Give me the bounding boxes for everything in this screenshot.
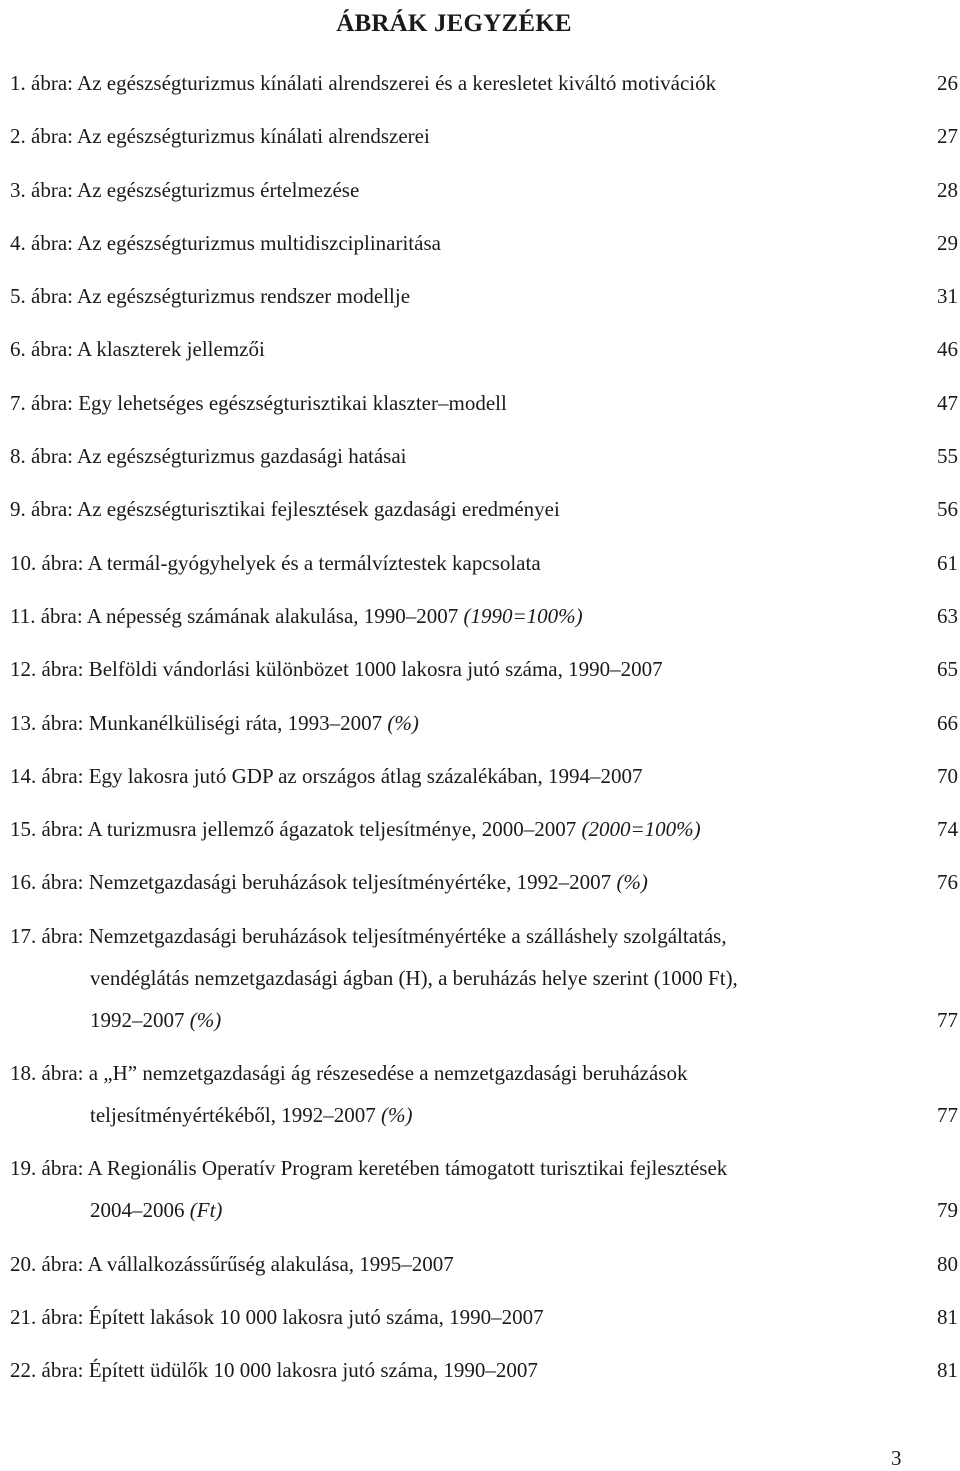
- figure-caption-text: 1. ábra: Az egészségturizmus kínálati alrendszerei és a keresletet kiváltó motivációk: [10, 71, 717, 95]
- figure-entry-line: [10, 1102, 960, 1144]
- figure-entry-line: [10, 763, 960, 805]
- figure-entry-line: [10, 550, 960, 592]
- figure-page-number: 63: [937, 603, 958, 628]
- figure-entry: [10, 923, 960, 1049]
- figure-caption-text: 19. ábra: A Regionális Operatív Program keretében támogatott turisztikai fejlesztések: [10, 1156, 728, 1181]
- figure-caption-text: 5. ábra: Az egészségturizmus rendszer modellje: [10, 284, 411, 309]
- figure-entry-line: [10, 710, 960, 752]
- figure-entry: [10, 283, 960, 336]
- figure-entry: [10, 710, 960, 763]
- figure-entry-line: [10, 1197, 960, 1239]
- figure-caption-text: 20. ábra: A vállalkozássűrűség alakulása, 1995–2007: [10, 1251, 454, 1276]
- figure-entry: [10, 1304, 960, 1357]
- figure-caption-text: 18. ábra: a „H” nemzetgazdasági ág részesedése a nemzetgazdasági beruházások: [10, 1061, 688, 1086]
- figure-entry: [10, 656, 960, 709]
- figure-caption-unit: (%): [381, 1103, 413, 1128]
- figure-caption-text: 4. ábra: Az egészségturizmus multidiszciplinaritása: [10, 230, 441, 255]
- figure-entry: [10, 763, 960, 816]
- figure-list: [10, 70, 960, 1411]
- figure-page-number: 61: [937, 550, 958, 575]
- figure-caption-unit: (1990=100%): [463, 603, 583, 628]
- figure-entry-line: [10, 1155, 960, 1197]
- figure-page-number: 81: [937, 1358, 958, 1383]
- figure-entry-line: [10, 1251, 960, 1293]
- figure-caption-text: 12. ábra: Belföldi vándorlási különbözet 1000 lakosra jutó száma, 1990–2007: [10, 657, 663, 682]
- figure-caption-text: 2004–2006: [90, 1198, 185, 1223]
- figure-entry: [10, 1155, 960, 1239]
- figure-caption-text: 1992–2007: [90, 1007, 185, 1032]
- figure-page-number: 77: [937, 1007, 958, 1032]
- figure-caption-text: teljesítményértékéből, 1992–2007: [90, 1103, 376, 1128]
- figure-entry: [10, 443, 960, 496]
- figure-caption-text: 17. ábra: Nemzetgazdasági beruházások teljesítményértéke a szálláshely szolgáltatás,: [10, 923, 727, 948]
- figure-page-number: 66: [937, 710, 958, 735]
- figure-caption-text: 6. ábra: A klaszterek jellemzői: [10, 337, 265, 362]
- figure-page-number: 31: [937, 284, 958, 309]
- figure-entry: [10, 1357, 960, 1410]
- figure-entry-line: [10, 1357, 960, 1399]
- figure-caption-text: 10. ábra: A termál-gyógyhelyek és a termálvíztestek kapcsolata: [10, 550, 541, 575]
- figure-entry: [10, 70, 960, 123]
- figure-page-number: 26: [937, 71, 958, 95]
- figure-page-number: 70: [937, 763, 958, 788]
- figure-entry-line: [10, 1007, 960, 1049]
- figure-page-number: 76: [937, 870, 958, 895]
- figure-caption-unit: (%): [616, 870, 648, 895]
- figure-caption-text: 9. ábra: Az egészségturisztikai fejlesztések gazdasági eredményei: [10, 497, 560, 522]
- figure-entry-line: [10, 443, 960, 485]
- figure-entry: [10, 390, 960, 443]
- figure-page-number: 80: [937, 1251, 958, 1276]
- figure-entry-line: [10, 283, 960, 325]
- figure-caption-text: 11. ábra: A népesség számának alakulása, 1990–2007: [10, 603, 459, 628]
- figure-page-number: 55: [937, 444, 958, 469]
- figure-entry-line: [10, 1060, 960, 1102]
- figure-entry-line: [10, 123, 960, 165]
- figure-entry: [10, 123, 960, 176]
- figure-entry-line: [10, 1304, 960, 1346]
- figure-caption-unit: (%): [189, 1007, 222, 1032]
- figure-page-number: 29: [937, 230, 958, 255]
- figure-entry: [10, 336, 960, 389]
- figure-entry-line: [10, 656, 960, 698]
- figure-entry-line: [10, 336, 960, 378]
- figure-entry-line: [10, 496, 960, 538]
- figure-entry-line: [10, 70, 960, 112]
- figure-caption-text: 22. ábra: Épített üdülők 10 000 lakosra jutó száma, 1990–2007: [10, 1358, 538, 1383]
- page-number: 3: [891, 1446, 902, 1470]
- figure-entry-line: [10, 816, 960, 858]
- figure-page-number: 47: [937, 390, 958, 415]
- figure-page-number: 56: [937, 497, 958, 522]
- figure-entry: [10, 550, 960, 603]
- figure-page-number: 81: [937, 1304, 958, 1329]
- figure-entry: [10, 496, 960, 549]
- figure-entry-line: [10, 923, 960, 965]
- figure-entry-line: [10, 603, 960, 645]
- figure-page-number: 77: [937, 1103, 958, 1128]
- figure-caption-text: 3. ábra: Az egészségturizmus értelmezése: [10, 177, 360, 202]
- figure-entry-line: [10, 390, 960, 432]
- figure-entry: [10, 816, 960, 869]
- figure-caption-text: 16. ábra: Nemzetgazdasági beruházások teljesítményértéke, 1992–2007: [10, 870, 612, 895]
- figure-page-number: 65: [937, 657, 958, 682]
- figure-entry: [10, 177, 960, 230]
- figure-caption-text: 7. ábra: Egy lehetséges egészségturisztikai klaszter–modell: [10, 390, 507, 415]
- page-title: ÁBRÁK JEGYZÉKE: [336, 10, 572, 37]
- figure-caption-text: 14. ábra: Egy lakosra jutó GDP az országos átlag százalékában, 1994–2007: [10, 763, 643, 788]
- figure-page-number: 27: [937, 124, 958, 149]
- figure-entry: [10, 603, 960, 656]
- figure-caption-text: vendéglátás nemzetgazdasági ágban (H), a beruházás helye szerint (1000 Ft),: [90, 965, 738, 990]
- figure-entry: [10, 1251, 960, 1304]
- figure-page-number: 79: [937, 1198, 958, 1223]
- figure-entry-line: [10, 965, 960, 1007]
- figure-entry: [10, 1060, 960, 1144]
- figure-caption-text: 2. ábra: Az egészségturizmus kínálati alrendszerei: [10, 124, 430, 149]
- figure-caption-text: 15. ábra: A turizmusra jellemző ágazatok teljesítménye, 2000–2007: [10, 817, 577, 842]
- figure-page-number: 28: [937, 177, 958, 202]
- figure-caption-unit: (%): [387, 710, 419, 735]
- figure-caption-text: 8. ábra: Az egészségturizmus gazdasági hatásai: [10, 444, 407, 469]
- figure-entry: [10, 869, 960, 922]
- figure-page-number: 74: [937, 817, 958, 842]
- figure-caption-unit: (Ft): [189, 1198, 223, 1223]
- figure-entry: [10, 230, 960, 283]
- figure-caption-text: 21. ábra: Épített lakások 10 000 lakosra jutó száma, 1990–2007: [10, 1304, 544, 1329]
- figure-entry-line: [10, 869, 960, 911]
- figure-caption-unit: (2000=100%): [581, 817, 701, 842]
- figure-entry-line: [10, 177, 960, 219]
- figure-caption-text: 13. ábra: Munkanélküliségi ráta, 1993–2007: [10, 710, 383, 735]
- figure-page-number: 46: [937, 337, 958, 362]
- figure-entry-line: [10, 230, 960, 272]
